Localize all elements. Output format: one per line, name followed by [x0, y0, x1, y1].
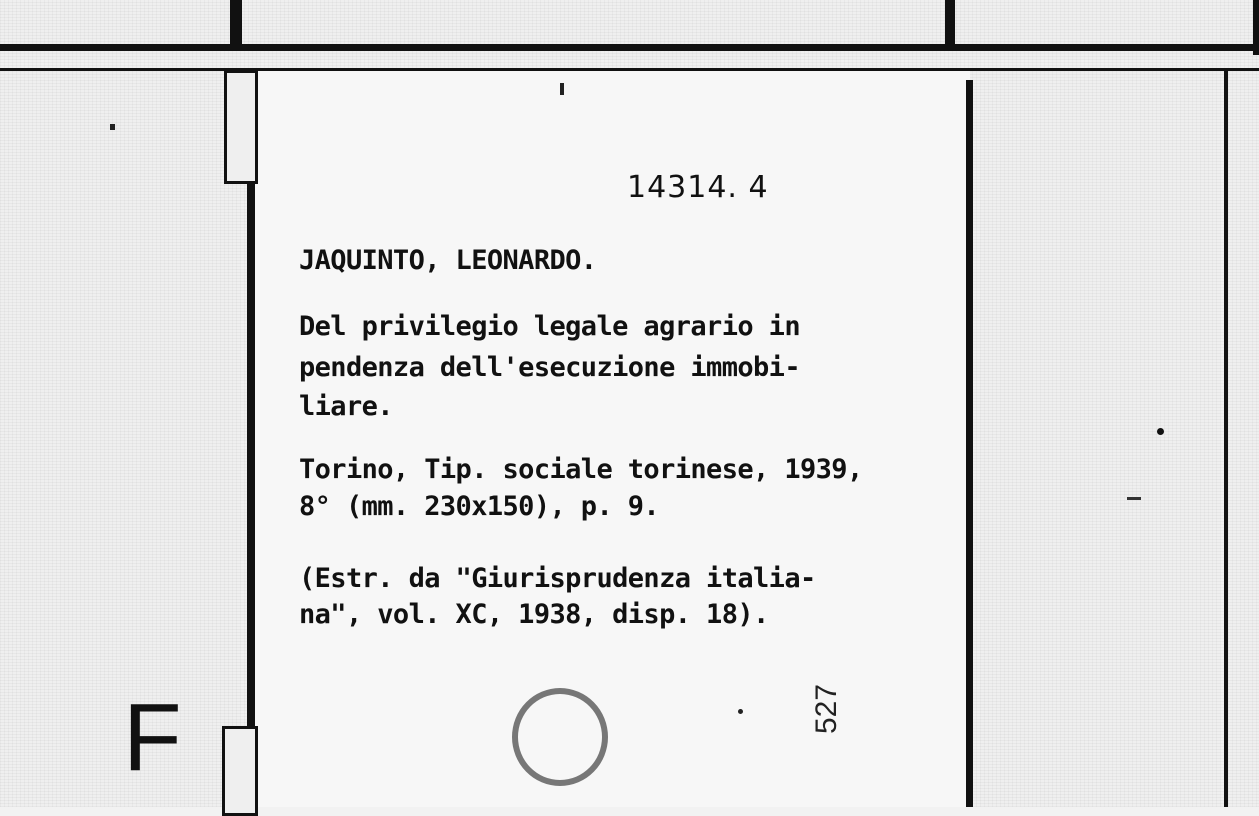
top-border	[0, 44, 1259, 51]
side-letter: F	[123, 684, 182, 791]
card-top-rule	[0, 68, 1259, 71]
top-divider-left	[230, 0, 242, 50]
speck	[560, 83, 564, 95]
accession-number: 14314. 4	[627, 170, 769, 205]
card-tab-top	[224, 70, 258, 184]
title-line: liare.	[299, 391, 393, 422]
top-divider-right	[945, 0, 955, 50]
card-punch-hole	[512, 688, 608, 786]
title-line: pendenza dell'esecuzione immobi-	[299, 352, 800, 383]
speck	[738, 709, 743, 714]
catalog-card	[250, 68, 970, 807]
page-right-rule	[1224, 68, 1228, 807]
speck	[110, 124, 115, 130]
top-right-edge	[1253, 0, 1259, 55]
speck	[1127, 497, 1141, 500]
note-line: (Estr. da "Giurisprudenza italia-	[299, 563, 816, 594]
stamp-number: 527	[810, 683, 843, 734]
title-line: Del privilegio legale agrario in	[299, 311, 800, 342]
imprint-line: Torino, Tip. sociale torinese, 1939,	[299, 454, 863, 485]
author-heading: JAQUINTO, LEONARDO.	[299, 245, 597, 276]
speck	[1157, 428, 1164, 435]
note-line: na", vol. XC, 1938, disp. 18).	[299, 599, 769, 630]
imprint-line: 8° (mm. 230x150), p. 9.	[299, 491, 660, 522]
card-tab-bottom	[222, 726, 258, 816]
card-right-edge	[966, 80, 973, 807]
